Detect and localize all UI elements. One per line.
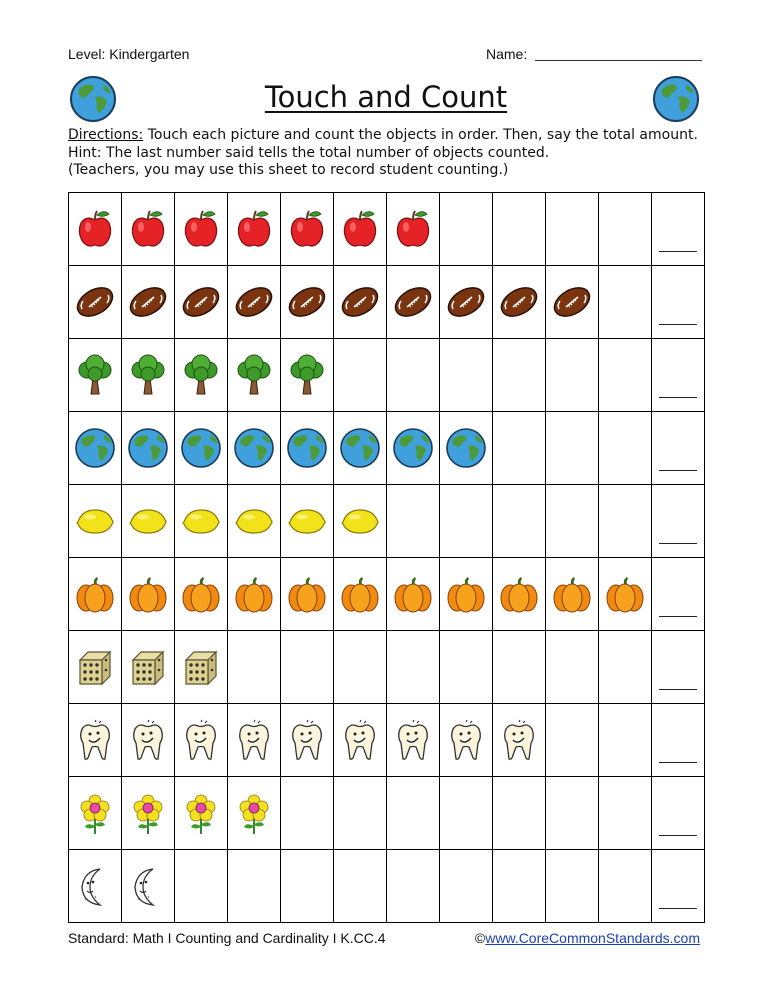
grid-cell [546, 193, 599, 266]
grid-cell[interactable] [122, 193, 175, 266]
answer-cell[interactable] [652, 193, 705, 266]
grid-cell[interactable] [175, 704, 228, 777]
football-icon[interactable] [286, 281, 328, 323]
tooth-icon[interactable] [498, 719, 540, 761]
answer-cell[interactable] [652, 850, 705, 923]
grid-cell[interactable] [175, 558, 228, 631]
grid-cell [599, 339, 652, 412]
pumpkin-icon[interactable] [498, 573, 540, 615]
page-title: Touch and Count [264, 80, 508, 114]
website-link[interactable]: www.CoreCommonStandards.com [485, 930, 700, 946]
grid-cell[interactable] [440, 704, 493, 777]
globe-icon[interactable] [180, 427, 222, 469]
tooth-icon[interactable] [445, 719, 487, 761]
grid-cell [387, 850, 440, 923]
flower-icon[interactable] [127, 792, 169, 834]
grid-cell[interactable] [69, 558, 122, 631]
answer-blank[interactable] [659, 470, 697, 471]
grid-cell [175, 850, 228, 923]
directions-line2: Hint: The last number said tells the total number of objects counted. [68, 144, 550, 161]
grid-cell [546, 704, 599, 777]
tree-icon[interactable] [127, 354, 169, 396]
moon-icon[interactable] [74, 865, 116, 907]
grid-cell[interactable] [69, 631, 122, 704]
grid-cell [599, 704, 652, 777]
grid-cell [493, 412, 546, 485]
grid-cell[interactable] [334, 193, 387, 266]
apple-icon[interactable] [286, 208, 328, 250]
grid-cell [440, 777, 493, 850]
flower-icon[interactable] [180, 792, 222, 834]
pumpkin-icon[interactable] [339, 573, 381, 615]
moon-icon[interactable] [127, 865, 169, 907]
grid-row-lemon [69, 485, 705, 558]
grid-cell [440, 339, 493, 412]
answer-cell[interactable] [652, 339, 705, 412]
football-icon[interactable] [498, 281, 540, 323]
copyright-symbol: © [474, 930, 486, 946]
grid-cell[interactable] [122, 412, 175, 485]
answer-blank[interactable] [659, 689, 697, 690]
tooth-icon[interactable] [233, 719, 275, 761]
grid-cell [546, 777, 599, 850]
grid-cell[interactable] [175, 631, 228, 704]
grid-cell[interactable] [69, 266, 122, 339]
lemon-icon[interactable] [74, 500, 116, 542]
lemon-icon[interactable] [180, 500, 222, 542]
globe-icon[interactable] [445, 427, 487, 469]
grid-cell [440, 631, 493, 704]
directions-line1 [68, 127, 698, 145]
dice-icon[interactable] [180, 646, 222, 688]
grid-cell [228, 631, 281, 704]
grid-cell [546, 850, 599, 923]
grid-row-globe [69, 412, 705, 485]
tooth-icon[interactable] [127, 719, 169, 761]
globe-icon[interactable] [74, 427, 116, 469]
directions-label: Directions: [68, 127, 144, 143]
grid-cell[interactable] [122, 339, 175, 412]
tree-icon[interactable] [233, 354, 275, 396]
globe-icon[interactable] [286, 427, 328, 469]
answer-blank[interactable] [659, 908, 697, 909]
football-icon[interactable] [180, 281, 222, 323]
answer-blank[interactable] [659, 397, 697, 398]
grid-cell[interactable] [281, 704, 334, 777]
pumpkin-icon[interactable] [392, 573, 434, 615]
grid-cell[interactable] [493, 266, 546, 339]
pumpkin-icon[interactable] [74, 573, 116, 615]
grid-cell [281, 777, 334, 850]
tooth-icon[interactable] [392, 719, 434, 761]
grid-cell [599, 631, 652, 704]
grid-cell [334, 850, 387, 923]
answer-blank[interactable] [659, 616, 697, 617]
grid-cell [387, 631, 440, 704]
grid-cell [546, 485, 599, 558]
grid-cell [599, 777, 652, 850]
grid-cell [440, 193, 493, 266]
pumpkin-icon[interactable] [604, 573, 646, 615]
grid-cell [493, 850, 546, 923]
grid-cell[interactable] [493, 704, 546, 777]
lemon-icon[interactable] [233, 500, 275, 542]
grid-row-pumpkin [69, 558, 705, 631]
grid-cell[interactable] [334, 266, 387, 339]
grid-row-flower [69, 777, 705, 850]
grid-cell[interactable] [281, 558, 334, 631]
grid-cell[interactable] [228, 777, 281, 850]
grid-cell [546, 339, 599, 412]
football-icon[interactable] [339, 281, 381, 323]
grid-cell[interactable] [175, 777, 228, 850]
lemon-icon[interactable] [286, 500, 328, 542]
grid-cell[interactable] [122, 850, 175, 923]
grid-cell[interactable] [69, 485, 122, 558]
grid-cell[interactable] [122, 558, 175, 631]
grid-cell[interactable] [69, 412, 122, 485]
grid-cell[interactable] [281, 412, 334, 485]
answer-cell[interactable] [652, 704, 705, 777]
grid-cell[interactable] [281, 485, 334, 558]
grid-cell[interactable] [175, 266, 228, 339]
grid-cell [387, 485, 440, 558]
directions-text: Touch each picture and count the objects in order. Then, say the total amount. [143, 127, 698, 143]
flower-icon[interactable] [74, 792, 116, 834]
grid-cell[interactable] [122, 777, 175, 850]
answer-blank[interactable] [659, 251, 697, 252]
grid-cell[interactable] [440, 412, 493, 485]
football-icon[interactable] [233, 281, 275, 323]
grid-cell [599, 193, 652, 266]
pumpkin-icon[interactable] [445, 573, 487, 615]
grid-cell[interactable] [228, 704, 281, 777]
pumpkin-icon[interactable] [233, 573, 275, 615]
grid-cell[interactable] [122, 266, 175, 339]
apple-icon[interactable] [392, 208, 434, 250]
grid-cell [334, 631, 387, 704]
grid-cell[interactable] [228, 193, 281, 266]
grid-cell[interactable] [228, 339, 281, 412]
answer-blank[interactable] [659, 835, 697, 836]
football-icon[interactable] [445, 281, 487, 323]
grid-cell[interactable] [281, 339, 334, 412]
grid-cell[interactable] [387, 266, 440, 339]
answer-blank[interactable] [659, 543, 697, 544]
grid-row-moon [69, 850, 705, 923]
grid-cell[interactable] [599, 558, 652, 631]
grid-cell[interactable] [387, 412, 440, 485]
directions-line3: (Teachers, you may use this sheet to record student counting.) [68, 162, 509, 178]
grid-cell[interactable] [281, 193, 334, 266]
dice-icon[interactable] [127, 646, 169, 688]
flower-icon[interactable] [233, 792, 275, 834]
grid-cell [493, 631, 546, 704]
football-icon[interactable] [392, 281, 434, 323]
grid-cell [387, 339, 440, 412]
football-icon[interactable] [74, 281, 116, 323]
grid-cell[interactable] [69, 777, 122, 850]
apple-icon[interactable] [339, 208, 381, 250]
grid-cell [493, 485, 546, 558]
tree-icon[interactable] [286, 354, 328, 396]
apple-icon[interactable] [233, 208, 275, 250]
tooth-icon[interactable] [339, 719, 381, 761]
grid-cell[interactable] [69, 850, 122, 923]
grid-cell [546, 412, 599, 485]
grid-cell [440, 485, 493, 558]
standard-label: Standard: Math I Counting and Cardinality I K.CC.4 [68, 930, 386, 946]
apple-icon[interactable] [74, 208, 116, 250]
answer-cell[interactable] [652, 266, 705, 339]
grid-cell[interactable] [175, 193, 228, 266]
grid-cell [387, 777, 440, 850]
pumpkin-icon[interactable] [180, 573, 222, 615]
answer-cell[interactable] [652, 558, 705, 631]
football-icon[interactable] [127, 281, 169, 323]
pumpkin-icon[interactable] [286, 573, 328, 615]
grid-cell[interactable] [69, 193, 122, 266]
grid-cell[interactable] [334, 412, 387, 485]
apple-icon[interactable] [127, 208, 169, 250]
answer-cell[interactable] [652, 412, 705, 485]
answer-cell[interactable] [652, 485, 705, 558]
name-line[interactable] [535, 60, 702, 61]
grid-cell[interactable] [69, 704, 122, 777]
football-icon[interactable] [551, 281, 593, 323]
grid-cell [599, 485, 652, 558]
grid-cell[interactable] [334, 485, 387, 558]
answer-cell[interactable] [652, 777, 705, 850]
grid-cell[interactable] [122, 631, 175, 704]
globe-icon[interactable] [392, 427, 434, 469]
grid-row-tooth [69, 704, 705, 777]
answer-blank[interactable] [659, 762, 697, 763]
grid-cell [599, 412, 652, 485]
grid-cell [493, 193, 546, 266]
counting-grid [68, 192, 705, 923]
dice-icon[interactable] [74, 646, 116, 688]
grid-cell [546, 631, 599, 704]
grid-row-dice [69, 631, 705, 704]
grid-cell[interactable] [334, 704, 387, 777]
grid-cell[interactable] [387, 193, 440, 266]
grid-cell[interactable] [387, 558, 440, 631]
tooth-icon[interactable] [180, 719, 222, 761]
grid-cell[interactable] [546, 266, 599, 339]
tree-icon[interactable] [180, 354, 222, 396]
grid-cell[interactable] [175, 412, 228, 485]
grid-cell [334, 777, 387, 850]
name-label: Name: [486, 46, 528, 62]
grid-cell[interactable] [228, 266, 281, 339]
grid-cell [334, 339, 387, 412]
directions [68, 127, 698, 180]
pumpkin-icon[interactable] [551, 573, 593, 615]
grid-cell[interactable] [122, 704, 175, 777]
tooth-icon[interactable] [286, 719, 328, 761]
grid-cell [281, 850, 334, 923]
grid-cell [493, 339, 546, 412]
grid-cell [493, 777, 546, 850]
grid-cell[interactable] [175, 485, 228, 558]
grid-cell [281, 631, 334, 704]
grid-cell[interactable] [122, 485, 175, 558]
grid-cell[interactable] [228, 558, 281, 631]
level-label: Level: Kindergarten [68, 46, 190, 62]
lemon-icon[interactable] [339, 500, 381, 542]
apple-icon[interactable] [180, 208, 222, 250]
globe-icon[interactable] [127, 427, 169, 469]
grid-cell[interactable] [228, 412, 281, 485]
grid-cell [599, 850, 652, 923]
globe-icon[interactable] [233, 427, 275, 469]
grid-cell[interactable] [440, 266, 493, 339]
grid-cell [228, 850, 281, 923]
grid-cell[interactable] [387, 704, 440, 777]
grid-cell[interactable] [334, 558, 387, 631]
globe-icon[interactable] [339, 427, 381, 469]
grid-cell [440, 850, 493, 923]
tree-icon[interactable] [74, 354, 116, 396]
grid-row-tree [69, 339, 705, 412]
grid-cell[interactable] [493, 558, 546, 631]
grid-cell[interactable] [175, 339, 228, 412]
grid-cell[interactable] [228, 485, 281, 558]
grid-cell[interactable] [281, 266, 334, 339]
website [475, 930, 700, 946]
lemon-icon[interactable] [127, 500, 169, 542]
grid-cell [599, 266, 652, 339]
grid-cell[interactable] [440, 558, 493, 631]
tooth-icon[interactable] [74, 719, 116, 761]
grid-row-football [69, 266, 705, 339]
grid-cell[interactable] [69, 339, 122, 412]
answer-cell[interactable] [652, 631, 705, 704]
grid-row-apple [69, 193, 705, 266]
pumpkin-icon[interactable] [127, 573, 169, 615]
answer-blank[interactable] [659, 324, 697, 325]
grid-cell[interactable] [546, 558, 599, 631]
